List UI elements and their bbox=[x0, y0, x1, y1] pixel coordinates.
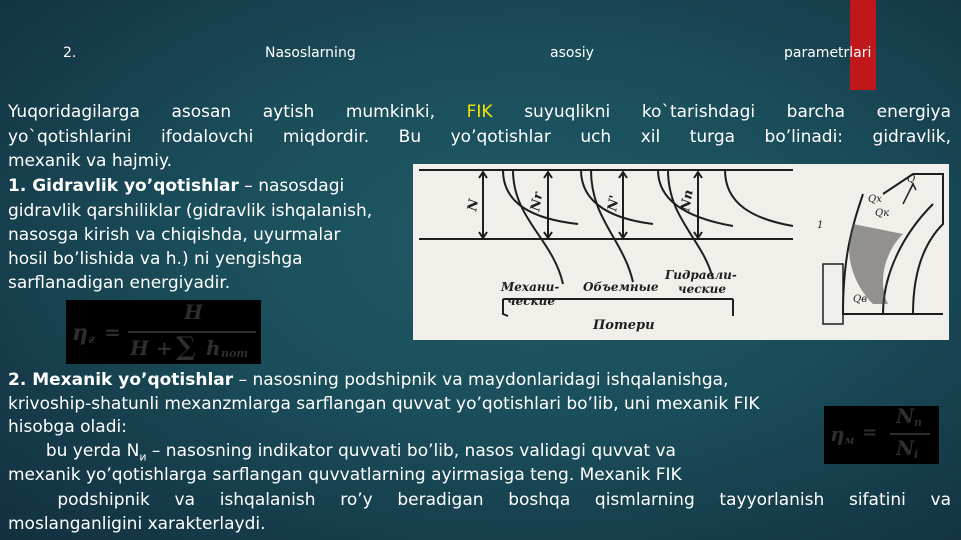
section2-line-2: krivoship-shatunli mexanzmlarga sarflangan quvvat yo’qotishlari bo’lib, uni mexanik FIK bbox=[8, 394, 760, 414]
label-q-side: Qx bbox=[868, 194, 882, 205]
section2-heading: 2. Mexanik yo’qotishlar bbox=[8, 370, 234, 390]
section2-line-6: podshipnik va ishqalanish ro’y beradigan boshqa qismlarning tayyorlanish sifatini va bbox=[8, 490, 951, 510]
pump-losses-diagram bbox=[413, 164, 949, 340]
title-number: 2. bbox=[63, 45, 77, 61]
title-word-3: parametrlari bbox=[784, 45, 872, 61]
section1-line-3: nasosga kirish va chiqishda, uyurmalar bbox=[8, 225, 341, 245]
slide-title bbox=[0, 45, 961, 65]
label-losses: Потери bbox=[593, 318, 655, 333]
label-nn: Nп bbox=[678, 188, 697, 213]
hydraulic-efficiency-formula: η г = H H + ∑ h пот bbox=[66, 300, 261, 364]
label-mech-1: Механи- bbox=[501, 280, 560, 294]
section1-line-4: hosil bo’lishida va h.) ni yengishga bbox=[8, 249, 303, 269]
label-hyd-2: ческие bbox=[678, 282, 726, 296]
losses-diagram-svg bbox=[413, 164, 949, 340]
intro-line-2: yo`qotishlarini ifodalovchi miqdordir. Bu yo’qotishlar uch xil turga bo’linadi: gidravlik, bbox=[8, 127, 951, 147]
section1-heading: 1. Gidravlik yo’qotishlar bbox=[8, 176, 239, 196]
section2-line-5: mexanik yo’qotishlarga sarflangan quvvatlarning ayirmasiga teng. Mexanik FIK bbox=[8, 465, 682, 485]
title-word-1: Nasoslarning bbox=[265, 45, 356, 61]
impeller-cross-section bbox=[813, 174, 943, 328]
label-n: N bbox=[465, 197, 483, 213]
label-volumetric: Объемные bbox=[583, 280, 659, 294]
fik-highlight: FIK bbox=[466, 102, 493, 122]
section1-line-2: gidravlik qarshiliklar (gidravlik ishqalanish, bbox=[8, 201, 373, 221]
section2-line-3: hisobga oladi: bbox=[8, 417, 127, 437]
intro-line-3: mexanik va hajmiy. bbox=[8, 151, 173, 171]
label-one: 1 bbox=[817, 220, 824, 231]
label-nr: Nr bbox=[528, 191, 547, 213]
section1-line-5: sarflanadigan energiyadir. bbox=[8, 273, 231, 293]
label-mech-2: ческие bbox=[507, 294, 555, 308]
section2-line-4: bu yerda $N_и$ – nasosning indikator quvvati bo’lib, nasos validagi quvvat va bbox=[8, 441, 676, 464]
label-q: Q bbox=[907, 174, 916, 185]
section2-line-7: moslanganligini xarakterlaydi. bbox=[8, 514, 266, 534]
label-n-prime: N' bbox=[605, 194, 623, 213]
label-q-lower: Qв bbox=[853, 294, 868, 305]
section1-line-1: 1. Gidravlik yo’qotishlar – nasosdagi bbox=[8, 176, 345, 196]
title-word-2: asosiy bbox=[550, 45, 594, 61]
mechanical-efficiency-formula: η м = N п N i bbox=[824, 406, 939, 464]
intro-line-1: Yuqoridagilarga asosan aytish mumkinki, FIK suyuqlikni ko`tarishdagi barcha energiya bbox=[8, 102, 951, 122]
section2-line-1: 2. Mexanik yo’qotishlar – nasosning podshipnik va maydonlaridagi ishqalanishga, bbox=[8, 370, 729, 390]
label-qk: Qк bbox=[875, 208, 890, 219]
label-hyd-1: Гидравли- bbox=[665, 268, 737, 282]
